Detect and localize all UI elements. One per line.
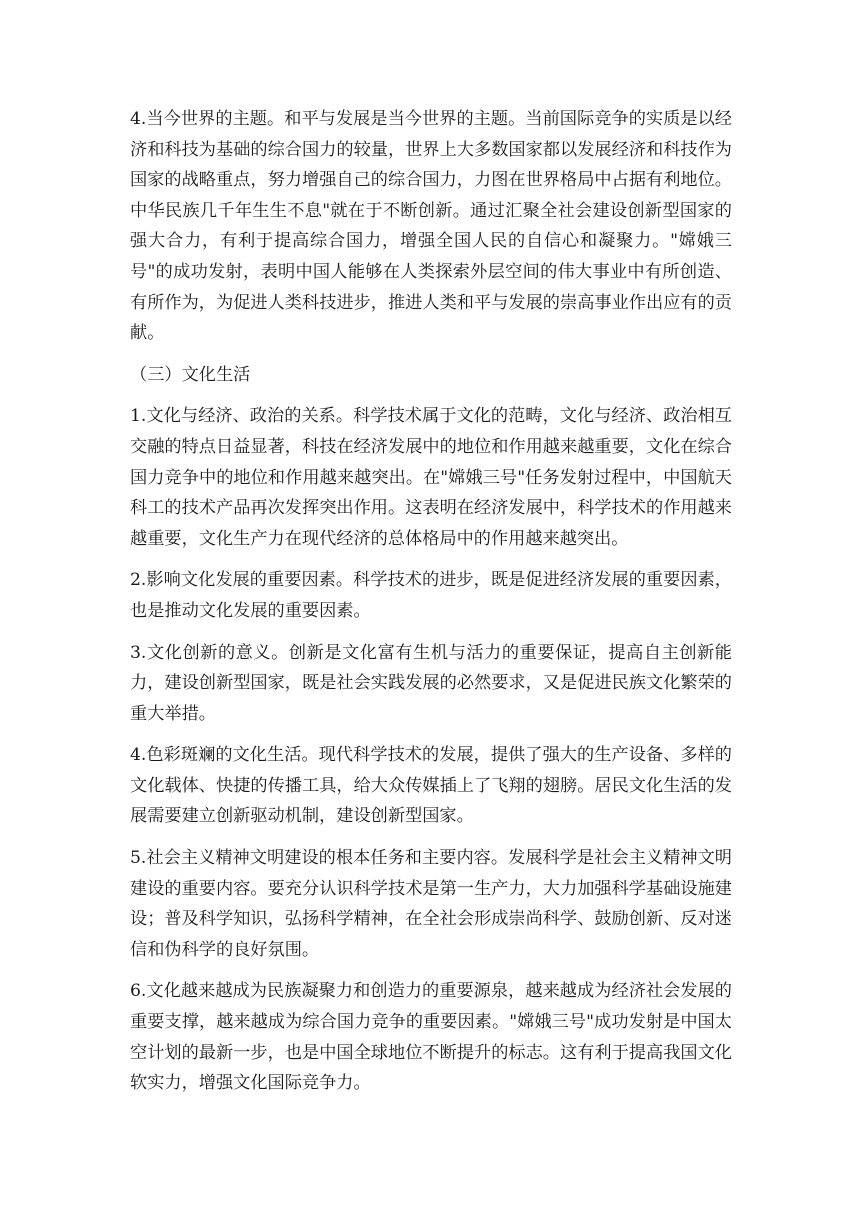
- paragraph-culture-cohesion: 6.文化越来越成为民族凝聚力和创造力的重要源泉，越来越成为经济社会发展的重要支撑，越来越成为综合国力竞争的重要因素。"嫦娥三号"成功发射是中国太空计划的最新一步，也是中国全球地位不断提升的标志。这有利于提高我国文化软实力，增强文化国际竞争力。: [130, 981, 732, 1094]
- paragraph-culture-development-factors: 2.影响文化发展的重要因素。科学技术的进步，既是促进经济发展的重要因素，也是推动文化发展的重要因素。: [130, 570, 732, 621]
- paragraph-colorful-culture-life: 4.色彩斑斓的文化生活。现代科学技术的发展，提供了强大的生产设备、多样的文化载体、快捷的传播工具，给大众传媒插上了飞翔的翅膀。居民文化生活的发展需要建立创新驱动机制，建设创新型国家。: [130, 745, 732, 827]
- paragraph-culture-economy-politics: 1.文化与经济、政治的关系。科学技术属于文化的范畴，文化与经济、政治相互交融的特点日益显著，科技在经济发展中的地位和作用越来越重要，文化在综合国力竞争中的地位和作用越来越突出。在"嫦娥三号"任务发射过程中，中国航天科工的技术产品再次发挥突出作用。这表明在经济发展中，科学技术的作用越来越重要，文化生产力在现代经济的总体格局中的作用越来越突出。: [130, 406, 732, 549]
- paragraph-culture-innovation: 3.文化创新的意义。创新是文化富有生机与活力的重要保证，提高自主创新能力，建设创新型国家，既是社会实践发展的必然要求，又是促进民族文化繁荣的重大举措。: [130, 642, 732, 724]
- paragraph-spiritual-civilization: 5.社会主义精神文明建设的根本任务和主要内容。发展科学是社会主义精神文明建设的重要内容。要充分认识科学技术是第一生产力，大力加强科学基础设施建设；普及科学知识，弘扬科学精神，在全社会形成崇尚科学、鼓励创新、反对迷信和伪科学的良好氛围。: [130, 848, 732, 960]
- paragraph-world-theme: 4.当今世界的主题。和平与发展是当今世界的主题。当前国际竞争的实质是以经济和科技为基础的综合国力的较量，世界上大多数国家都以发展经济和科技作为国家的战略重点，努力增强自己的综合国力，力图在世界格局中占据有利地位。中华民族几千年生生不息"就在于不断创新。通过汇聚全社会建设创新型国家的强大合力，有利于提高综合国力，增强全国人民的自信心和凝聚力。"嫦娥三号"的成功发射，表明中国人能够在人类探索外层空间的伟大事业中有所创造、有所作为，为促进人类科技进步，推进人类和平与发展的崇高事业作出应有的贡献。: [130, 109, 732, 344]
- section-heading-culture-life: （三）文化生活: [130, 364, 251, 385]
